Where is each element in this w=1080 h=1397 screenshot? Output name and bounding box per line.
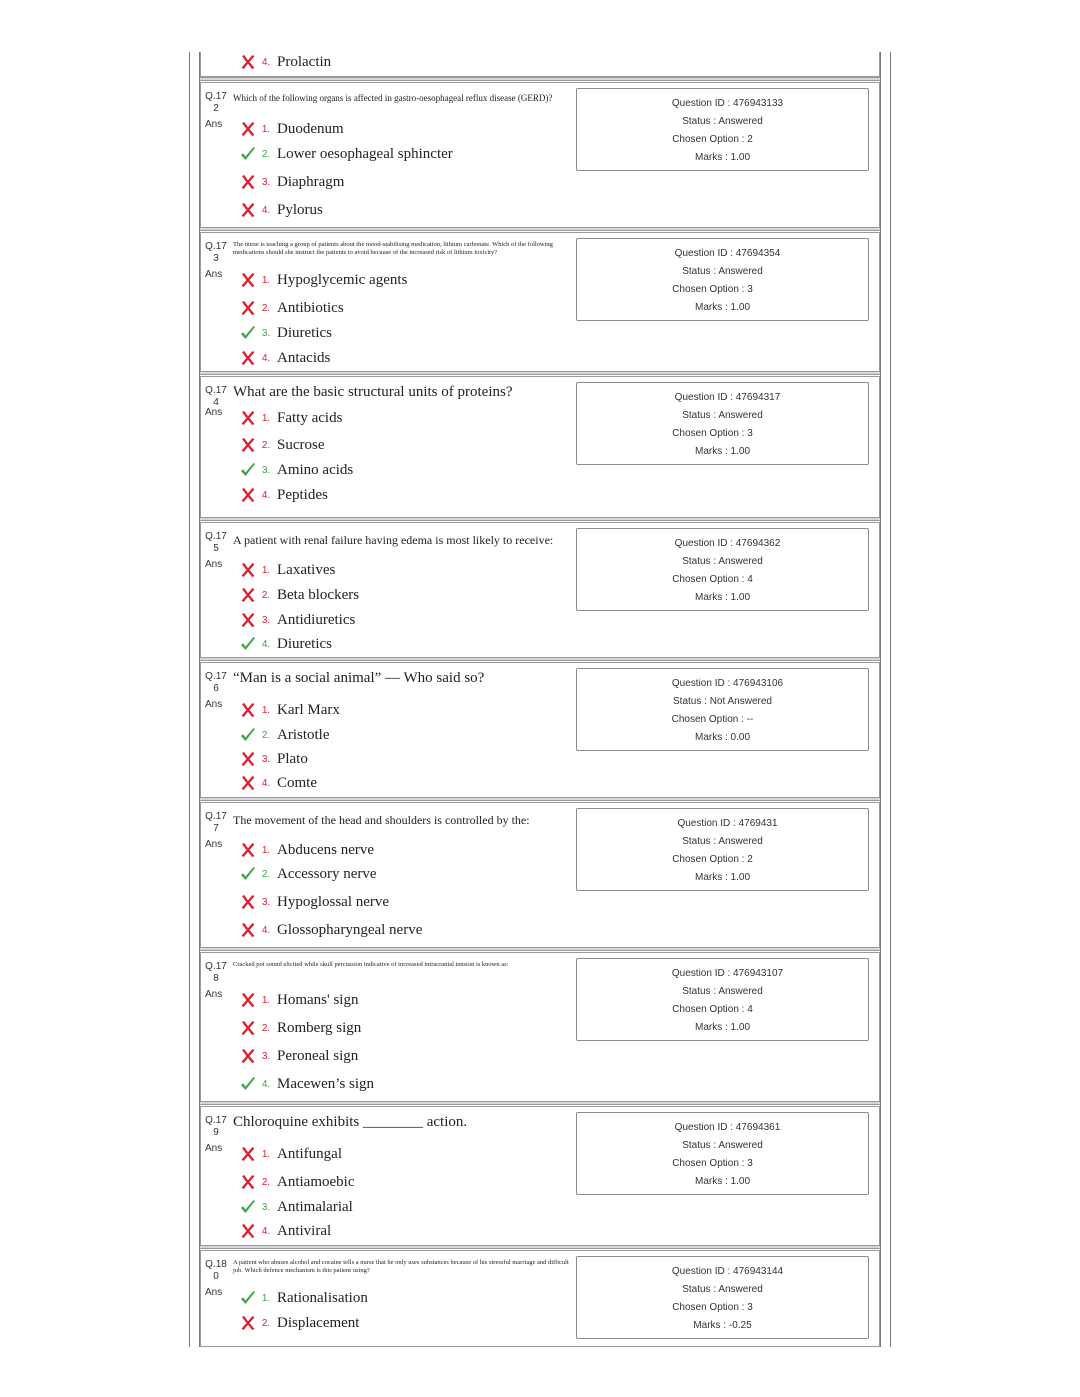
option-number: 1. xyxy=(261,1292,271,1304)
option-number: 2. xyxy=(261,589,271,601)
option-text: Fatty acids xyxy=(277,409,343,426)
option-number: 1. xyxy=(261,1148,271,1160)
question-id: Question ID : 47694354 xyxy=(674,248,781,259)
chosen-option: Chosen Option : 2 xyxy=(672,134,753,145)
wrong-cross-icon xyxy=(239,53,257,71)
question-separator xyxy=(200,947,880,951)
option-text: Homans' sign xyxy=(277,991,359,1008)
wrong-cross-icon xyxy=(239,486,257,504)
option-number: 2. xyxy=(261,868,271,880)
option-text: Peroneal sign xyxy=(277,1047,359,1064)
answer-option xyxy=(239,585,359,605)
question-status: Status : Answered xyxy=(682,116,763,127)
question-number-line2: 8 xyxy=(213,973,219,984)
chosen-option: Chosen Option : 4 xyxy=(672,1004,753,1015)
question-number-line1: Q.17 xyxy=(205,241,227,252)
question-info-box xyxy=(576,528,869,611)
option-number: 4. xyxy=(261,204,271,216)
answer-option xyxy=(239,270,407,290)
answer-option xyxy=(239,773,317,793)
option-number: 1. xyxy=(261,412,271,424)
question-number-line1: Q.17 xyxy=(205,91,227,102)
question-block xyxy=(200,1106,880,1246)
option-text: Displacement xyxy=(277,1314,360,1331)
chosen-option: Chosen Option : 4 xyxy=(672,574,753,585)
wrong-cross-icon xyxy=(239,436,257,454)
question-text: “Man is a social animal” — Who said so? xyxy=(233,670,485,686)
question-number-line2: 6 xyxy=(213,683,219,694)
chosen-option: Chosen Option : 3 xyxy=(672,1302,753,1313)
question-number-line1: Q.17 xyxy=(205,1115,227,1126)
answer-option xyxy=(239,634,332,654)
wrong-cross-icon xyxy=(239,299,257,317)
question-id: Question ID : 476943133 xyxy=(671,98,784,109)
option-text: Rationalisation xyxy=(277,1289,368,1306)
answer-label: Ans xyxy=(205,699,223,710)
option-text: Karl Marx xyxy=(277,701,340,718)
wrong-cross-icon xyxy=(239,893,257,911)
question-status: Status : Answered xyxy=(682,836,763,847)
chosen-option: Chosen Option : 3 xyxy=(672,284,753,295)
wrong-cross-icon xyxy=(239,271,257,289)
option-text: Antidiuretics xyxy=(277,611,356,628)
question-status: Status : Answered xyxy=(682,266,763,277)
wrong-cross-icon xyxy=(239,201,257,219)
question-marks: Marks : 1.00 xyxy=(694,1176,751,1187)
wrong-cross-icon xyxy=(239,409,257,427)
question-text: Chloroquine exhibits ________ action. xyxy=(233,1114,468,1130)
question-number-line2: 5 xyxy=(213,543,219,554)
answer-option xyxy=(239,408,342,428)
chosen-option: Chosen Option : 3 xyxy=(672,428,753,439)
option-text: Diuretics xyxy=(277,635,332,652)
option-text: Sucrose xyxy=(277,436,325,453)
question-marks: Marks : 1.00 xyxy=(694,592,751,603)
option-text: Antibiotics xyxy=(277,299,344,316)
option-text: Abducens nerve xyxy=(277,841,375,858)
option-text: Antiviral xyxy=(277,1222,332,1239)
correct-check-icon xyxy=(239,865,257,883)
answer-option xyxy=(239,1221,331,1241)
option-text: Romberg sign xyxy=(277,1019,362,1036)
question-separator xyxy=(200,227,880,231)
option-number: 3. xyxy=(261,896,271,908)
option-number: 4. xyxy=(261,1225,271,1237)
question-number-line1: Q.17 xyxy=(205,961,227,972)
correct-check-icon xyxy=(239,635,257,653)
question-number-line2: 0 xyxy=(213,1271,219,1282)
correct-check-icon xyxy=(239,1198,257,1216)
answer-option xyxy=(239,1288,368,1308)
question-number-line2: 4 xyxy=(213,397,219,408)
answer-option xyxy=(239,298,344,318)
answer-option xyxy=(239,725,330,745)
question-marks: Marks : 1.00 xyxy=(694,446,751,457)
answer-option xyxy=(239,323,332,343)
frame-border-right-outer xyxy=(890,52,891,1347)
question-marks: Marks : 1.00 xyxy=(694,872,751,883)
option-number: 1. xyxy=(261,704,271,716)
answer-option xyxy=(239,560,335,580)
answer-option xyxy=(239,119,344,139)
option-number: 1. xyxy=(261,844,271,856)
question-number xyxy=(205,241,227,265)
question-number-line2: 7 xyxy=(213,823,219,834)
option-text: Antacids xyxy=(277,349,331,366)
answer-option xyxy=(239,1313,359,1333)
answer-option xyxy=(239,864,377,884)
wrong-cross-icon xyxy=(239,561,257,579)
answer-option xyxy=(239,435,325,455)
option-number: 4. xyxy=(261,777,271,789)
option-number: 3. xyxy=(261,753,271,765)
chosen-option: Chosen Option : -- xyxy=(671,714,754,725)
wrong-cross-icon xyxy=(239,1145,257,1163)
question-separator xyxy=(200,797,880,801)
option-text: Antiamoebic xyxy=(277,1173,355,1190)
answer-option xyxy=(239,1018,361,1038)
question-text: What are the basic structural units of proteins? xyxy=(233,384,513,400)
option-number: 2. xyxy=(261,1022,271,1034)
question-number xyxy=(205,671,227,695)
option-number: 4. xyxy=(261,352,271,364)
answer-option xyxy=(239,990,358,1010)
question-text: The movement of the head and shoulders is controlled by the: xyxy=(233,813,530,827)
question-status: Status : Answered xyxy=(682,1140,763,1151)
question-id: Question ID : 476943107 xyxy=(671,968,784,979)
question-marks: Marks : 0.00 xyxy=(694,732,751,743)
option-number: 2. xyxy=(261,302,271,314)
option-text: Macewen’s sign xyxy=(277,1075,375,1092)
question-number-line2: 9 xyxy=(213,1127,219,1138)
correct-check-icon xyxy=(239,1289,257,1307)
option-text: Beta blockers xyxy=(277,586,360,603)
answer-label: Ans xyxy=(205,1143,223,1154)
correct-check-icon xyxy=(239,145,257,163)
wrong-cross-icon xyxy=(239,611,257,629)
option-text: Laxatives xyxy=(277,561,336,578)
answer-option xyxy=(239,1197,353,1217)
option-text: Plato xyxy=(277,750,308,767)
option-text: Antimalarial xyxy=(277,1198,353,1215)
question-number-line2: 2 xyxy=(213,103,219,114)
option-text: Pylorus xyxy=(277,201,323,218)
answer-label: Ans xyxy=(205,1287,223,1298)
answer-option xyxy=(239,700,340,720)
question-block xyxy=(200,952,880,1102)
question-number xyxy=(205,811,227,835)
question-separator xyxy=(200,1245,880,1249)
option-text: Hypoglossal nerve xyxy=(277,893,390,910)
chosen-option: Chosen Option : 2 xyxy=(672,854,753,865)
question-number xyxy=(205,1115,227,1139)
question-number xyxy=(205,961,227,985)
question-separator xyxy=(200,371,880,375)
question-id: Question ID : 476943144 xyxy=(671,1266,784,1277)
frame-border-right-inner xyxy=(880,52,881,1347)
answer-label: Ans xyxy=(205,559,223,570)
option-number: 3. xyxy=(261,327,271,339)
chosen-option: Chosen Option : 3 xyxy=(672,1158,753,1169)
answer-label: Ans xyxy=(205,269,223,280)
answer-label: Ans xyxy=(205,989,223,1000)
option-number: 1. xyxy=(261,274,271,286)
question-number-line1: Q.17 xyxy=(205,671,227,682)
question-info-box xyxy=(576,382,869,465)
answer-option xyxy=(239,460,353,480)
option-number: 4. xyxy=(261,56,271,68)
question-block xyxy=(200,1250,880,1347)
option-text: Prolactin xyxy=(277,53,332,70)
correct-check-icon xyxy=(239,324,257,342)
option-text: Diaphragm xyxy=(277,173,345,190)
question-text: A patient who abuses alcohol and cocaine tells a nurse that he only uses substances because of his stressful marriage and difficult job. Which defence mechanism is this patient using? xyxy=(233,1259,569,1274)
wrong-cross-icon xyxy=(239,921,257,939)
question-number-line2: 3 xyxy=(213,253,219,264)
wrong-cross-icon xyxy=(239,701,257,719)
option-number: 2. xyxy=(261,729,271,741)
question-number-line1: Q.17 xyxy=(205,811,227,822)
wrong-cross-icon xyxy=(239,1047,257,1065)
answer-option xyxy=(239,144,453,164)
question-text: A patient with renal failure having edema is most likely to receive: xyxy=(233,533,554,547)
answer-option xyxy=(239,172,344,192)
wrong-cross-icon xyxy=(239,1173,257,1191)
option-text: Amino acids xyxy=(277,461,354,478)
question-separator xyxy=(200,517,880,521)
question-marks: Marks : 1.00 xyxy=(694,302,751,313)
answer-option xyxy=(239,1074,374,1094)
question-marks: Marks : 1.00 xyxy=(694,1022,751,1033)
wrong-cross-icon xyxy=(239,991,257,1009)
option-text: Aristotle xyxy=(277,726,330,743)
question-number xyxy=(205,531,227,555)
answer-option xyxy=(239,892,389,912)
wrong-cross-icon xyxy=(239,750,257,768)
answer-option xyxy=(239,920,422,940)
option-number: 4. xyxy=(261,489,271,501)
wrong-cross-icon xyxy=(239,349,257,367)
option-number: 3. xyxy=(261,1201,271,1213)
question-block xyxy=(200,802,880,948)
question-block xyxy=(200,522,880,658)
question-text: Which of the following organs is affected in gastro-oesophageal reflux disease (GERD)? xyxy=(233,93,553,103)
question-id: Question ID : 47694362 xyxy=(674,538,781,549)
wrong-cross-icon xyxy=(239,1019,257,1037)
question-number xyxy=(205,91,227,115)
question-info-box xyxy=(576,238,869,321)
question-info-box xyxy=(576,1256,869,1339)
option-number: 3. xyxy=(261,176,271,188)
question-block xyxy=(200,82,880,228)
option-number: 2. xyxy=(261,439,271,451)
question-marks: Marks : 1.00 xyxy=(694,152,751,163)
question-number-line1: Q.17 xyxy=(205,531,227,542)
answer-option xyxy=(239,610,355,630)
answer-label: Ans xyxy=(205,839,223,850)
option-number: 4. xyxy=(261,924,271,936)
option-number: 2. xyxy=(261,148,271,160)
option-text: Lower oesophageal sphincter xyxy=(277,145,453,162)
wrong-cross-icon xyxy=(239,173,257,191)
option-text: Duodenum xyxy=(277,120,344,137)
answer-option xyxy=(239,749,308,769)
question-number-line1: Q.17 xyxy=(205,385,227,396)
wrong-cross-icon xyxy=(239,586,257,604)
option-number: 1. xyxy=(261,994,271,1006)
question-status: Status : Answered xyxy=(682,986,763,997)
option-text: Peptides xyxy=(277,486,328,503)
question-block xyxy=(200,232,880,372)
option-number: 3. xyxy=(261,1050,271,1062)
question-status: Status : Answered xyxy=(682,410,763,421)
answer-option xyxy=(239,1172,354,1192)
correct-check-icon xyxy=(239,726,257,744)
frame-border-left-outer xyxy=(189,52,190,1347)
question-id: Question ID : 47694317 xyxy=(674,392,781,403)
answer-option xyxy=(239,485,328,505)
answer-label: Ans xyxy=(205,119,223,130)
question-status: Status : Not Answered xyxy=(673,696,772,707)
option-number: 4. xyxy=(261,638,271,650)
option-number: 1. xyxy=(261,123,271,135)
correct-check-icon xyxy=(239,461,257,479)
answer-option xyxy=(239,200,323,220)
option-text: Antifungal xyxy=(277,1145,342,1162)
question-number-line1: Q.18 xyxy=(205,1259,227,1270)
option-text: Comte xyxy=(277,774,317,791)
question-info-box xyxy=(576,88,869,171)
question-block xyxy=(200,662,880,798)
question-info-box xyxy=(576,958,869,1041)
option-number: 1. xyxy=(261,564,271,576)
question-text: Cracked pot sound elicited while skull percussion indicative of increased intracranial tension is known as: xyxy=(233,961,509,968)
question-id: Question ID : 476943106 xyxy=(671,678,784,689)
question-text: The nurse is teaching a group of patients about the mood-stabilising medication, lithium carbonate. Which of the following medications should she instruct the patients to avoid because of the increased risk of lithium toxicity? xyxy=(233,241,553,256)
answer-option xyxy=(239,840,374,860)
option-number: 3. xyxy=(261,464,271,476)
option-text: Accessory nerve xyxy=(277,865,377,882)
question-separator xyxy=(200,77,880,81)
question-info-box xyxy=(576,1112,869,1195)
option-number: 2. xyxy=(261,1176,271,1188)
question-id: Question ID : 47694361 xyxy=(674,1122,781,1133)
wrong-cross-icon xyxy=(239,774,257,792)
wrong-cross-icon xyxy=(239,1222,257,1240)
question-status: Status : Answered xyxy=(682,1284,763,1295)
answer-option xyxy=(239,1046,358,1066)
option-number: 3. xyxy=(261,614,271,626)
option-number: 4. xyxy=(261,1078,271,1090)
question-id: Question ID : 4769431 xyxy=(677,818,778,829)
wrong-cross-icon xyxy=(239,1314,257,1332)
wrong-cross-icon xyxy=(239,841,257,859)
question-number xyxy=(205,1259,227,1283)
question-block xyxy=(200,376,880,518)
answer-option xyxy=(239,1144,342,1164)
option-text: Diuretics xyxy=(277,324,332,341)
answer-option xyxy=(239,348,330,368)
option-text: Glossopharyngeal nerve xyxy=(277,921,423,938)
question-info-box xyxy=(576,808,869,891)
question-marks: Marks : -0.25 xyxy=(693,1320,752,1331)
previous-question-fragment xyxy=(200,52,880,77)
answer-option xyxy=(239,52,331,72)
option-text: Hypoglycemic agents xyxy=(277,271,408,288)
correct-check-icon xyxy=(239,1075,257,1093)
answer-label: Ans xyxy=(205,407,223,418)
question-separator xyxy=(200,1101,880,1105)
option-number: 2. xyxy=(261,1317,271,1329)
question-info-box xyxy=(576,668,869,751)
question-number xyxy=(205,385,227,409)
wrong-cross-icon xyxy=(239,120,257,138)
question-separator xyxy=(200,657,880,661)
question-status: Status : Answered xyxy=(682,556,763,567)
